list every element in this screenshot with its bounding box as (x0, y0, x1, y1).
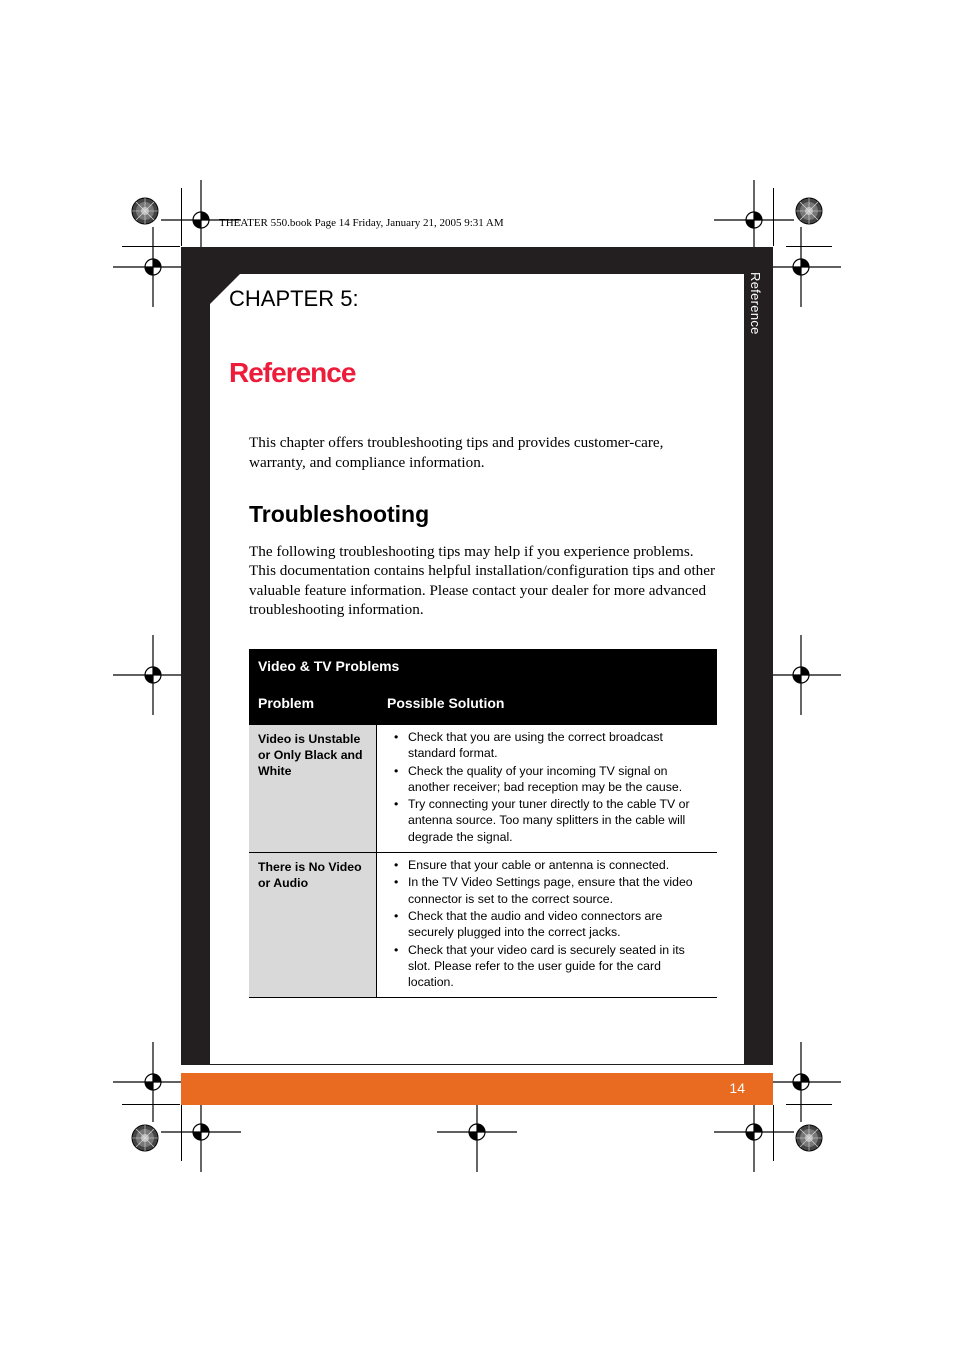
color-disc-icon (795, 1124, 823, 1152)
section-body: The following troubleshooting tips may help if you experience problems. This documentation contains helpful installation/configuration tips and other valuable feature information. Please contact your dealer for more advanced troubleshooting information. (249, 543, 716, 618)
solution-cell (377, 725, 717, 852)
solution-cell (377, 853, 717, 997)
section-heading: Troubleshooting (249, 501, 430, 527)
color-disc-icon (131, 1124, 159, 1152)
solution-item: • In the TV Video Settings page, ensure that the video connector is set to the correct source. (394, 875, 693, 906)
problem-cell: Video is Unstable or Only Black and White (249, 725, 377, 852)
column-header-solution: Possible Solution (387, 695, 505, 711)
side-tab-label: Reference (748, 272, 763, 335)
problem-cell: There is No Video or Audio (249, 853, 377, 997)
troubleshooting-table (249, 649, 717, 998)
print-header: THEATER 550.book Page 14 Friday, January 21, 2005 9:31 AM (219, 217, 504, 229)
solution-item: • Check that the audio and video connectors are securely plugged into the correct jacks. (394, 908, 663, 940)
intro-paragraph: This chapter offers troubleshooting tips and provides customer-care, warranty, and compliance information. (249, 434, 664, 471)
solution-item: • Check the quality of your incoming TV signal on another receiver; bad reception may be the cause. (394, 763, 683, 794)
color-disc-icon (131, 197, 159, 225)
solution-item: • Try connecting your tuner directly to the cable TV or antenna source. Too many splitters in the cable will degrade the signal. (394, 797, 690, 844)
table-row (249, 725, 717, 853)
solution-item: • Check that your video card is securely seated in its slot. Please refer to the user guide for the card location. (394, 942, 685, 990)
solution-item: • Check that you are using the correct broadcast standard format. (394, 730, 663, 761)
chapter-title: Reference (229, 357, 356, 388)
chapter-label: CHAPTER 5: (229, 286, 359, 311)
column-header-problem: Problem (258, 695, 315, 711)
table-row (249, 853, 717, 998)
table-header (249, 649, 717, 725)
table-caption: Video & TV Problems (258, 658, 400, 674)
footer-bar (181, 1073, 773, 1105)
page-number: 14 (729, 1080, 745, 1096)
registration-mark-icon (761, 635, 841, 715)
color-disc-icon (795, 197, 823, 225)
solution-item: • Ensure that your cable or antenna is connected. (394, 858, 670, 873)
registration-mark-icon (761, 227, 841, 307)
